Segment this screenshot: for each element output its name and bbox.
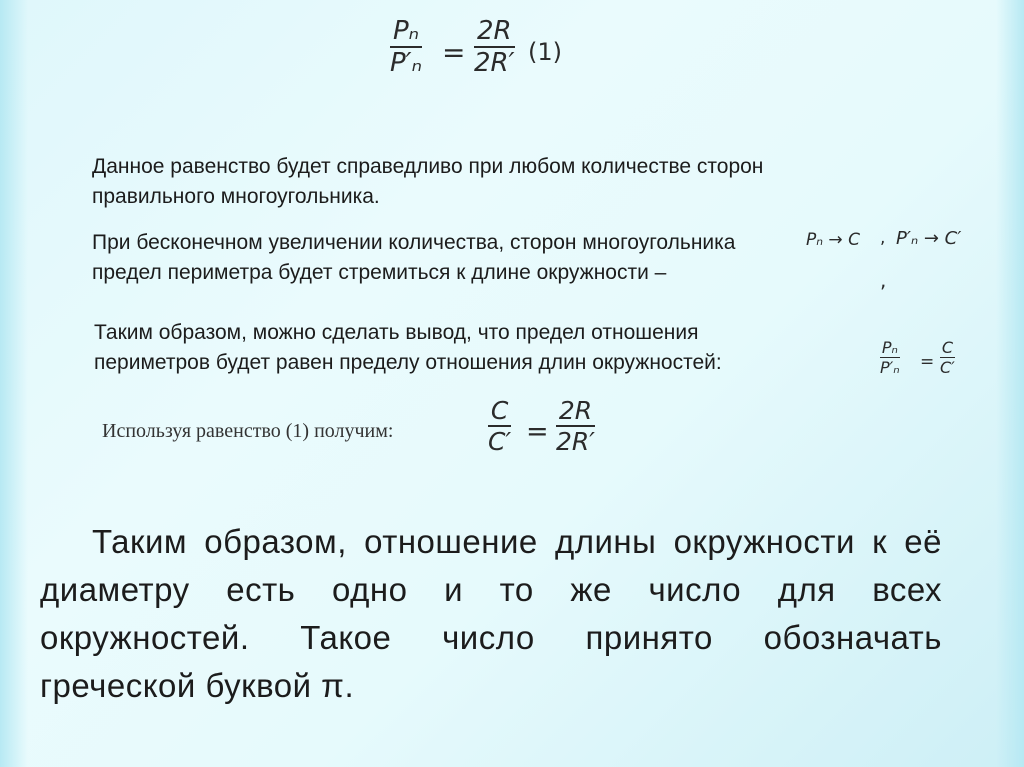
equation-number: (1): [528, 38, 562, 66]
comma: ,: [880, 228, 886, 248]
paragraph-2-line-2: предел периметра будет стремиться к длине окружности –: [92, 261, 667, 284]
fraction-denominator: C′: [488, 427, 512, 456]
fraction-denominator: 2R′: [474, 48, 515, 78]
left-frame-gradient: [0, 0, 28, 767]
fraction-denominator: P′ₙ: [390, 48, 422, 78]
formula-left-fraction: [880, 338, 900, 377]
fraction-numerator: 2R: [558, 396, 593, 425]
fraction-denominator: P′ₙ: [880, 358, 900, 377]
fraction-numerator: 2R: [476, 16, 512, 46]
equals-sign: =: [920, 352, 935, 372]
comma: ,: [880, 268, 887, 292]
right-frame-gradient: [996, 0, 1024, 767]
paragraph-2-line-1: При бесконечном увеличении количества, сторон многоугольника: [92, 231, 736, 254]
fraction-denominator: C′: [940, 358, 955, 377]
formula-1-right-fraction: [474, 16, 515, 78]
formula-left-fraction: [488, 396, 511, 456]
equals-sign: =: [442, 36, 466, 69]
formula-right-fraction: [556, 396, 595, 456]
paragraph-1: [92, 152, 763, 212]
limit-perimeter-prime-math: P′ₙ → C′: [896, 228, 962, 249]
paragraph-1-line-2: правильного многоугольника.: [92, 185, 380, 208]
paragraph-3-line-2: периметров будет равен пределу отношения длин окружностей:: [94, 351, 722, 374]
formula-1-left-fraction: [390, 16, 422, 78]
formula-right-fraction: [940, 338, 955, 377]
paragraph-3: [94, 318, 722, 378]
limit-perimeter-math: Pₙ → C: [806, 230, 860, 250]
fraction-numerator: C: [941, 338, 953, 357]
paragraph-3-line-1: Таким образом, можно сделать вывод, что предел отношения: [94, 321, 699, 344]
paragraph-1-line-1: Данное равенство будет справедливо при любом количестве сторон: [92, 155, 764, 178]
fraction-numerator: Pₙ: [392, 16, 420, 46]
paragraph-4: Используя равенство (1) получим:: [102, 420, 394, 442]
paragraph-2: [92, 228, 735, 288]
fraction-numerator: Pₙ: [881, 338, 898, 357]
conclusion-paragraph: Таким образом, отношение длины окружности к её диаметру есть одно и то же число для всех окружностей. Такое число принято обозначать греческой буквой π.: [40, 523, 942, 704]
fraction-denominator: 2R′: [556, 427, 595, 456]
equals-sign: =: [526, 416, 549, 447]
fraction-numerator: C: [490, 396, 509, 425]
